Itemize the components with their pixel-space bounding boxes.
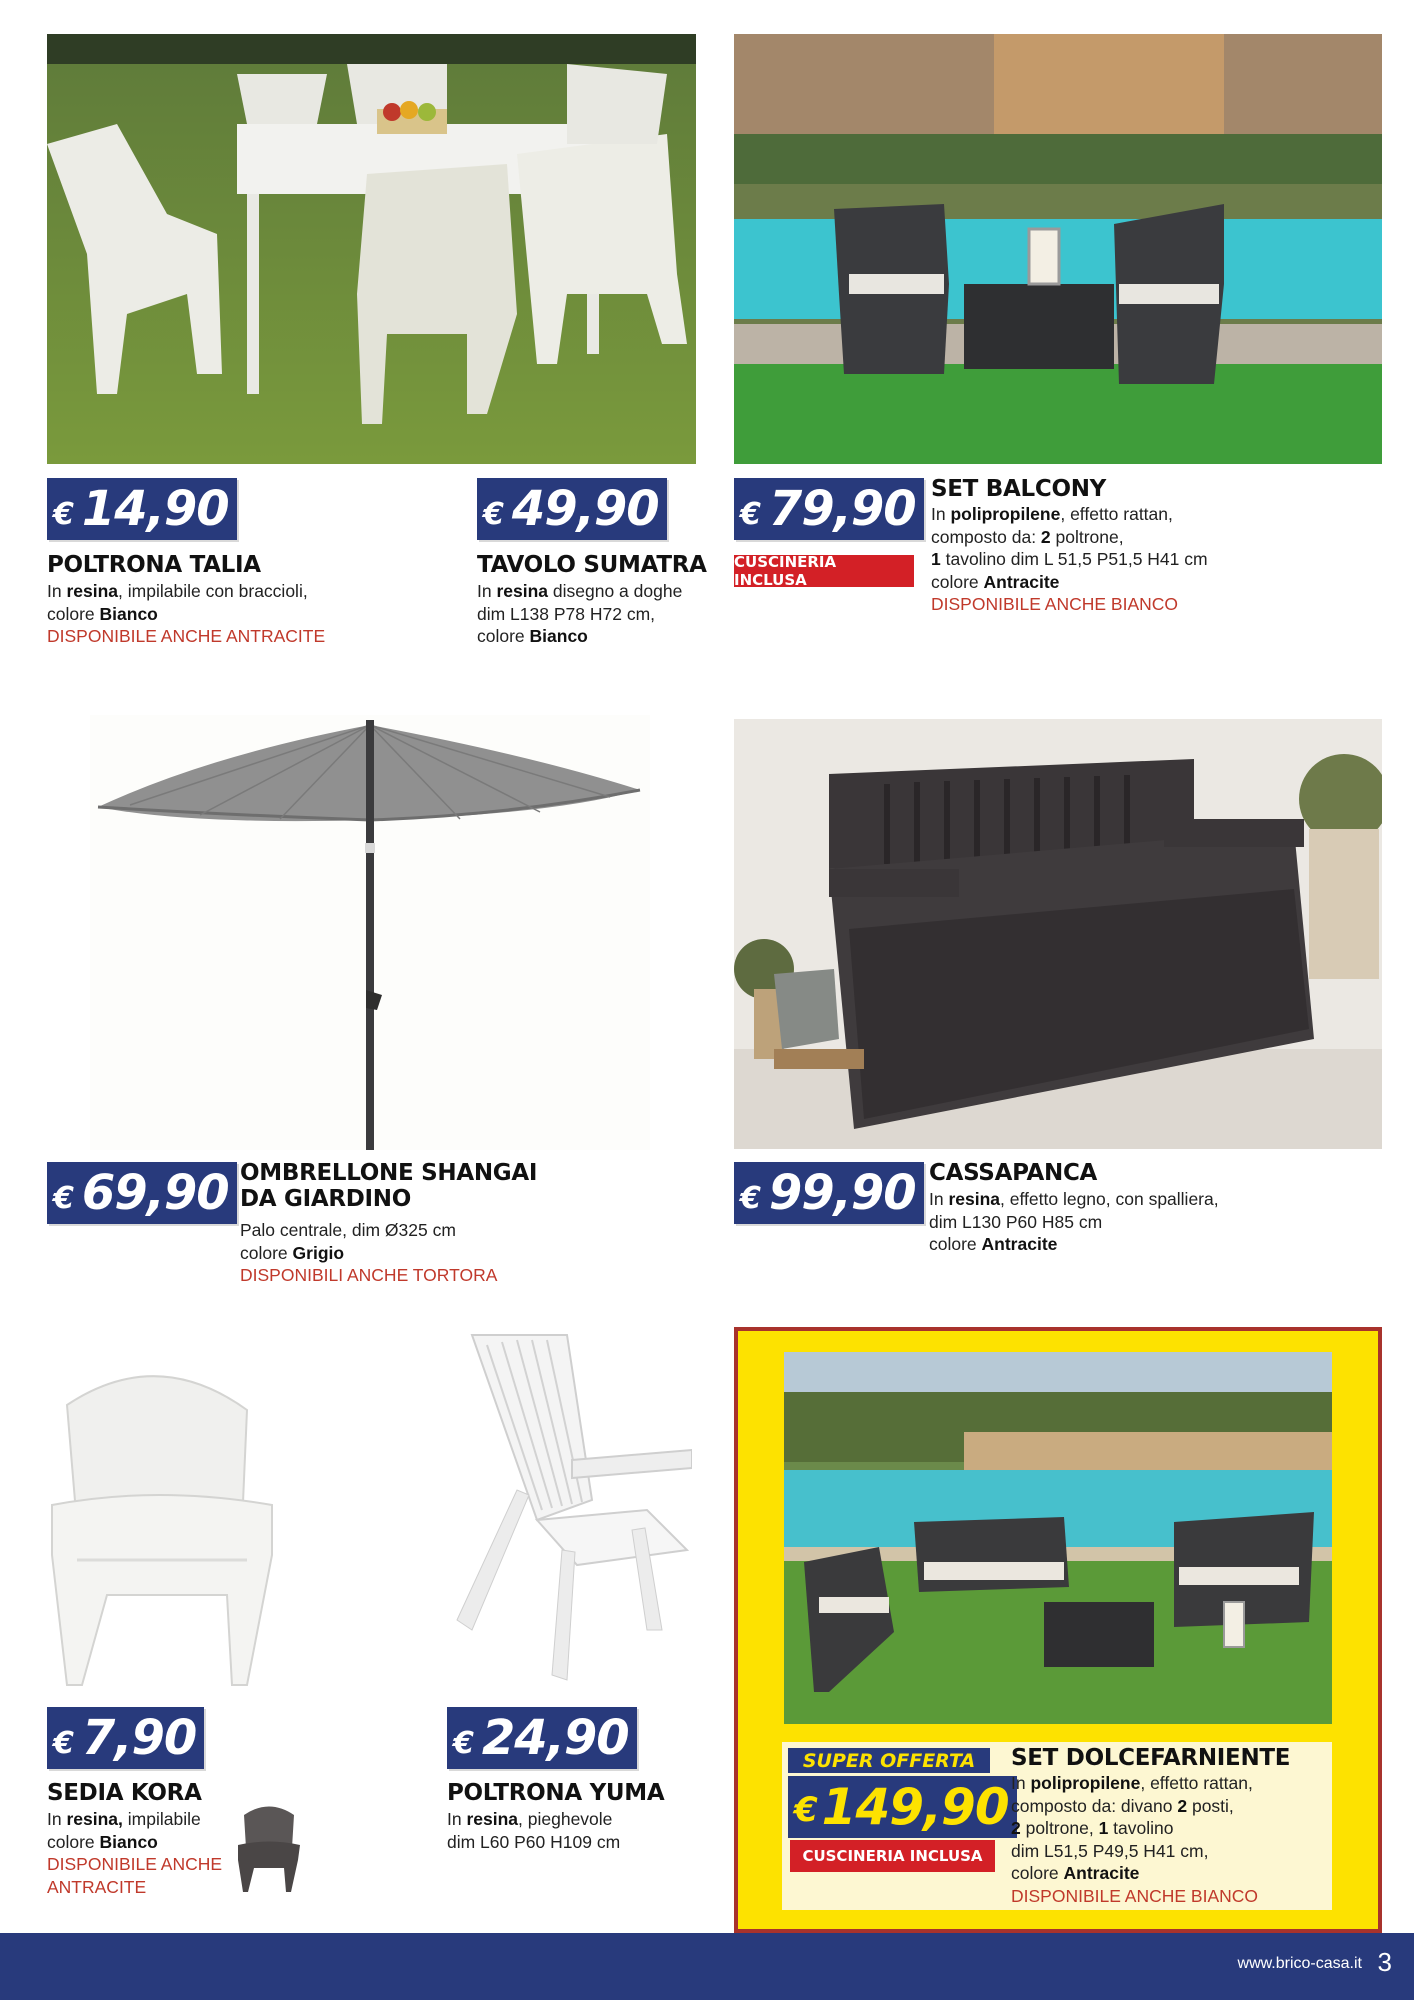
euro-symbol: € (453, 1725, 474, 1761)
price-value: 24,90 (481, 1710, 629, 1766)
price-value: 149,90 (821, 1778, 1009, 1836)
shangai-price (47, 1162, 237, 1224)
dolcefarniente-description: In polipropilene, effetto rattan, composto da: divano 2 posti, 2 poltrone, 1 tavolino dim L51,5 P49,5 H41 cm, colore Antracite DISPONIBILE ANCHE BIANCO (1011, 1772, 1331, 1907)
dolcefarniente-price (788, 1776, 1017, 1838)
price-value: 49,90 (511, 481, 659, 537)
anthracite-chair-thumbnail (236, 1800, 302, 1895)
kora-price (47, 1707, 204, 1769)
shangai-availability: DISPONIBILI ANCHE TORTORA (240, 1265, 498, 1285)
yuma-price (447, 1707, 637, 1769)
dolcefarniente-availability: DISPONIBILE ANCHE BIANCO (1011, 1885, 1259, 1906)
balcony-availability: DISPONIBILE ANCHE BIANCO (931, 594, 1179, 614)
cassapanca-photo (734, 719, 1382, 1149)
talia-price (47, 478, 237, 540)
shangai-title: OMBRELLONE SHANGAI DA GIARDINO (240, 1160, 538, 1213)
website-link[interactable]: www.brico-casa.it (1237, 1955, 1362, 1972)
shangai-description: Palo centrale, dim Ø325 cm colore Grigio DISPONIBILI ANCHE TORTORA (240, 1219, 540, 1287)
euro-symbol: € (740, 496, 761, 532)
euro-symbol: € (53, 1180, 74, 1216)
footer-bar (0, 1933, 1414, 2000)
kora-photo (47, 1355, 277, 1690)
price-value: 79,90 (768, 481, 916, 537)
talia-availability: DISPONIBILE ANCHE ANTRACITE (47, 626, 326, 646)
sumatra-price (477, 478, 667, 540)
price-value: 7,90 (81, 1710, 197, 1766)
super-offer-label: SUPER OFFERTA (788, 1748, 990, 1773)
price-value: 99,90 (768, 1165, 916, 1221)
kora-title: SEDIA KORA (47, 1780, 202, 1806)
kora-availability: DISPONIBILE ANCHE ANTRACITE (47, 1854, 223, 1897)
euro-symbol: € (53, 496, 74, 532)
dolcefarniente-title: SET DOLCEFARNIENTE (1011, 1745, 1291, 1771)
talia-description: In resina, impilabile con braccioli, colore Bianco DISPONIBILE ANCHE ANTRACITE (47, 580, 347, 648)
dolcefarniente-cushions-badge: CUSCINERIA INCLUSA (790, 1840, 995, 1872)
balcony-photo (734, 34, 1382, 464)
balcony-description: In polipropilene, effetto rattan, composto da: 2 poltrone, 1 tavolino dim L 51,5 P51,5 H41 cm colore Antracite DISPONIBILE ANCHE BIANCO (931, 503, 1241, 616)
balcony-cushions-badge: CUSCINERIA INCLUSA (734, 555, 914, 587)
talia-title: POLTRONA TALIA (47, 552, 261, 578)
kora-description: In resina, impilabile colore Bianco DISPONIBILE ANCHE ANTRACITE (47, 1808, 247, 1898)
sumatra-title: TAVOLO SUMATRA (477, 552, 707, 578)
euro-symbol: € (740, 1180, 761, 1216)
umbrella-photo (90, 715, 650, 1150)
talia-sumatra-photo (47, 34, 696, 464)
dolcefarniente-photo (784, 1352, 1332, 1724)
yuma-description: In resina, pieghevole dim L60 P60 H109 cm (447, 1809, 621, 1852)
euro-symbol: € (483, 496, 504, 532)
balcony-title: SET BALCONY (931, 476, 1106, 502)
sumatra-description: In resina disegno a doghe dim L138 P78 H72 cm, colore Bianco (477, 581, 683, 646)
yuma-title: POLTRONA YUMA (447, 1780, 665, 1806)
euro-symbol: € (53, 1725, 74, 1761)
price-value: 14,90 (81, 481, 229, 537)
price-value: 69,90 (81, 1165, 229, 1221)
cassapanca-title: CASSAPANCA (929, 1160, 1098, 1186)
cassapanca-description: In resina, effetto legno, con spalliera, dim L130 P60 H85 cm colore Antracite (929, 1189, 1219, 1254)
cassapanca-price (734, 1162, 924, 1224)
euro-symbol: € (794, 1790, 818, 1830)
page-number: 3 (1377, 1947, 1392, 1977)
yuma-photo (447, 1330, 692, 1695)
balcony-price (734, 478, 924, 540)
